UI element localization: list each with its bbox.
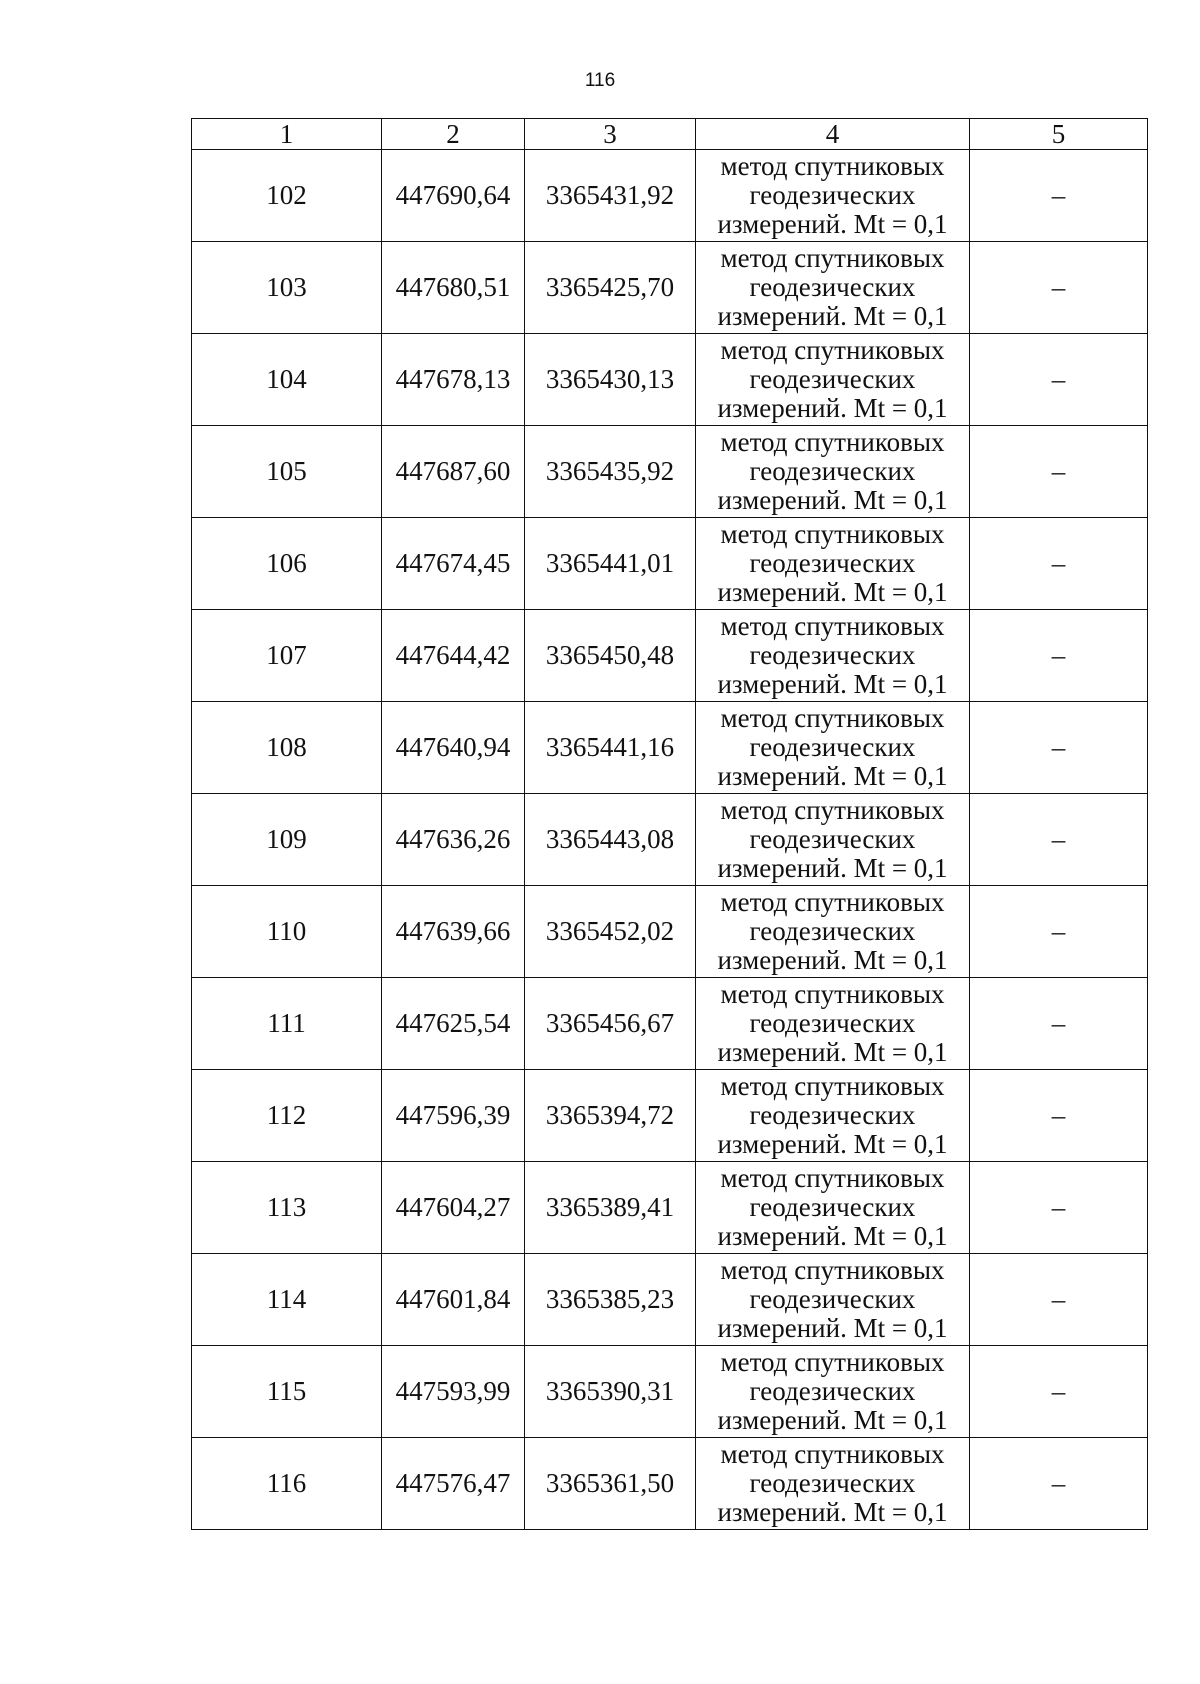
table-row: [192, 794, 1148, 886]
x-coordinate-cell: 447576,47: [382, 1438, 525, 1530]
method-line: измерений. Mt = 0,1: [717, 1313, 948, 1343]
method-cell: [696, 1438, 970, 1530]
y-coordinate-cell: 3365361,50: [525, 1438, 696, 1530]
method-line: измерений. Mt = 0,1: [717, 1129, 948, 1159]
method-cell: [696, 1254, 970, 1346]
method-line: геодезических: [749, 272, 916, 302]
y-coordinate-cell: 3365394,72: [525, 1070, 696, 1162]
note-cell: –: [970, 1254, 1148, 1346]
header-col-4: 4: [696, 119, 970, 150]
method-line: метод спутниковых: [720, 979, 945, 1009]
x-coordinate-cell: 447678,13: [382, 334, 525, 426]
method-line: геодезических: [749, 364, 916, 394]
point-number-cell: 116: [192, 1438, 382, 1530]
x-coordinate-cell: 447640,94: [382, 702, 525, 794]
method-line: геодезических: [749, 180, 916, 210]
point-number-cell: 114: [192, 1254, 382, 1346]
table-row: [192, 1438, 1148, 1530]
x-coordinate-cell: 447690,64: [382, 150, 525, 242]
method-line: метод спутниковых: [720, 887, 945, 917]
point-number-cell: 104: [192, 334, 382, 426]
method-cell: [696, 1346, 970, 1438]
method-line: геодезических: [749, 640, 916, 670]
y-coordinate-cell: 3365430,13: [525, 334, 696, 426]
table-row: [192, 1070, 1148, 1162]
method-line: метод спутниковых: [720, 243, 945, 273]
method-line: измерений. Mt = 0,1: [717, 393, 948, 423]
method-line: геодезических: [749, 1100, 916, 1130]
note-cell: –: [970, 1346, 1148, 1438]
y-coordinate-cell: 3365441,16: [525, 702, 696, 794]
note-cell: –: [970, 886, 1148, 978]
y-coordinate-cell: 3365443,08: [525, 794, 696, 886]
x-coordinate-cell: 447639,66: [382, 886, 525, 978]
header-col-1: 1: [192, 119, 382, 150]
method-line: геодезических: [749, 1284, 916, 1314]
note-cell: –: [970, 702, 1148, 794]
method-line: геодезических: [749, 1008, 916, 1038]
table-body: [192, 150, 1148, 1530]
y-coordinate-cell: 3365385,23: [525, 1254, 696, 1346]
method-line: метод спутниковых: [720, 795, 945, 825]
x-coordinate-cell: 447644,42: [382, 610, 525, 702]
method-line: метод спутниковых: [720, 519, 945, 549]
table-row: [192, 978, 1148, 1070]
method-line: метод спутниковых: [720, 1439, 945, 1469]
method-cell: [696, 794, 970, 886]
y-coordinate-cell: 3365390,31: [525, 1346, 696, 1438]
method-line: измерений. Mt = 0,1: [717, 1037, 948, 1067]
table-row: [192, 1162, 1148, 1254]
note-cell: –: [970, 426, 1148, 518]
y-coordinate-cell: 3365425,70: [525, 242, 696, 334]
y-coordinate-cell: 3365431,92: [525, 150, 696, 242]
point-number-cell: 105: [192, 426, 382, 518]
page-number: 116: [584, 70, 616, 91]
note-cell: –: [970, 518, 1148, 610]
y-coordinate-cell: 3365389,41: [525, 1162, 696, 1254]
x-coordinate-cell: 447596,39: [382, 1070, 525, 1162]
header-col-3: 3: [525, 119, 696, 150]
point-number-cell: 107: [192, 610, 382, 702]
method-line: геодезических: [749, 1192, 916, 1222]
table-header-row: [192, 119, 1148, 150]
method-line: измерений. Mt = 0,1: [717, 1497, 948, 1527]
method-line: метод спутниковых: [720, 427, 945, 457]
method-cell: [696, 1070, 970, 1162]
point-number-cell: 113: [192, 1162, 382, 1254]
method-cell: [696, 150, 970, 242]
method-line: метод спутниковых: [720, 611, 945, 641]
point-number-cell: 112: [192, 1070, 382, 1162]
method-line: метод спутниковых: [720, 335, 945, 365]
y-coordinate-cell: 3365452,02: [525, 886, 696, 978]
table-row: [192, 518, 1148, 610]
table-row: [192, 150, 1148, 242]
table-row: [192, 702, 1148, 794]
method-line: измерений. Mt = 0,1: [717, 669, 948, 699]
method-line: измерений. Mt = 0,1: [717, 853, 948, 883]
point-number-cell: 109: [192, 794, 382, 886]
x-coordinate-cell: 447601,84: [382, 1254, 525, 1346]
method-cell: [696, 610, 970, 702]
x-coordinate-cell: 447680,51: [382, 242, 525, 334]
y-coordinate-cell: 3365435,92: [525, 426, 696, 518]
coordinates-table: [191, 118, 1148, 1530]
note-cell: –: [970, 978, 1148, 1070]
method-cell: [696, 702, 970, 794]
note-cell: –: [970, 1070, 1148, 1162]
x-coordinate-cell: 447604,27: [382, 1162, 525, 1254]
method-line: метод спутниковых: [720, 151, 945, 181]
note-cell: –: [970, 1438, 1148, 1530]
method-cell: [696, 334, 970, 426]
method-line: метод спутниковых: [720, 703, 945, 733]
method-line: измерений. Mt = 0,1: [717, 577, 948, 607]
method-cell: [696, 886, 970, 978]
table-row: [192, 610, 1148, 702]
x-coordinate-cell: 447625,54: [382, 978, 525, 1070]
point-number-cell: 111: [192, 978, 382, 1070]
method-line: измерений. Mt = 0,1: [717, 761, 948, 791]
method-cell: [696, 426, 970, 518]
method-line: геодезических: [749, 1468, 916, 1498]
note-cell: –: [970, 334, 1148, 426]
note-cell: –: [970, 242, 1148, 334]
method-line: метод спутниковых: [720, 1255, 945, 1285]
table-row: [192, 1346, 1148, 1438]
y-coordinate-cell: 3365456,67: [525, 978, 696, 1070]
method-line: измерений. Mt = 0,1: [717, 209, 948, 239]
method-line: метод спутниковых: [720, 1347, 945, 1377]
method-line: геодезических: [749, 732, 916, 762]
header-col-5: 5: [970, 119, 1148, 150]
method-cell: [696, 1162, 970, 1254]
point-number-cell: 102: [192, 150, 382, 242]
method-line: геодезических: [749, 916, 916, 946]
point-number-cell: 106: [192, 518, 382, 610]
method-line: геодезических: [749, 824, 916, 854]
x-coordinate-cell: 447636,26: [382, 794, 525, 886]
x-coordinate-cell: 447674,45: [382, 518, 525, 610]
method-cell: [696, 978, 970, 1070]
x-coordinate-cell: 447687,60: [382, 426, 525, 518]
table-row: [192, 334, 1148, 426]
method-cell: [696, 518, 970, 610]
point-number-cell: 110: [192, 886, 382, 978]
method-line: измерений. Mt = 0,1: [717, 1221, 948, 1251]
point-number-cell: 108: [192, 702, 382, 794]
method-line: измерений. Mt = 0,1: [717, 485, 948, 515]
point-number-cell: 103: [192, 242, 382, 334]
table-row: [192, 886, 1148, 978]
table-row: [192, 1254, 1148, 1346]
method-line: геодезических: [749, 548, 916, 578]
note-cell: –: [970, 150, 1148, 242]
x-coordinate-cell: 447593,99: [382, 1346, 525, 1438]
note-cell: –: [970, 610, 1148, 702]
y-coordinate-cell: 3365441,01: [525, 518, 696, 610]
method-line: геодезических: [749, 1376, 916, 1406]
point-number-cell: 115: [192, 1346, 382, 1438]
method-line: измерений. Mt = 0,1: [717, 1405, 948, 1435]
header-col-2: 2: [382, 119, 525, 150]
method-line: измерений. Mt = 0,1: [717, 945, 948, 975]
method-line: геодезических: [749, 456, 916, 486]
method-line: метод спутниковых: [720, 1163, 945, 1193]
method-line: измерений. Mt = 0,1: [717, 301, 948, 331]
table-row: [192, 242, 1148, 334]
y-coordinate-cell: 3365450,48: [525, 610, 696, 702]
table-row: [192, 426, 1148, 518]
method-cell: [696, 242, 970, 334]
note-cell: –: [970, 1162, 1148, 1254]
note-cell: –: [970, 794, 1148, 886]
method-line: метод спутниковых: [720, 1071, 945, 1101]
